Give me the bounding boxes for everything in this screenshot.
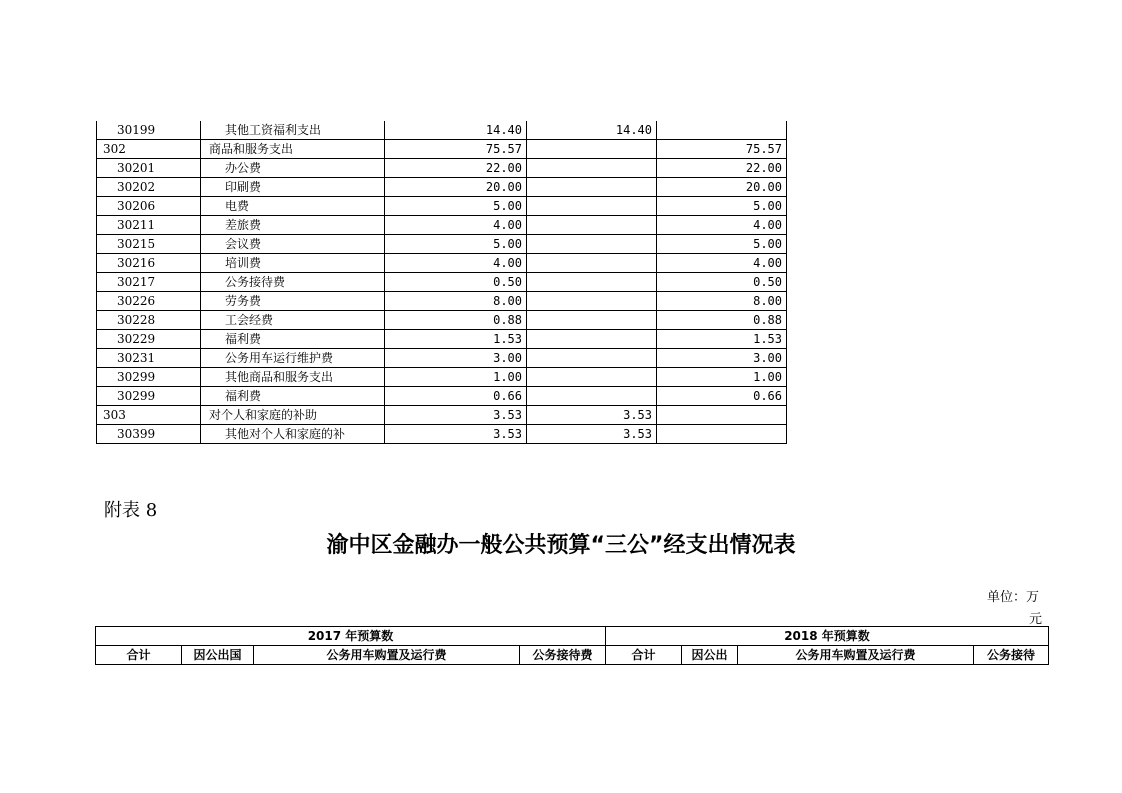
total-amount-cell: 22.00 bbox=[385, 159, 527, 178]
total-amount-cell: 3.00 bbox=[385, 349, 527, 368]
project-amount-cell: 8.00 bbox=[657, 292, 787, 311]
basic-amount-cell bbox=[527, 387, 657, 406]
three-public-expenses-table bbox=[95, 626, 1049, 665]
table-row bbox=[97, 216, 787, 235]
total-amount-cell: 20.00 bbox=[385, 178, 527, 197]
unit-label-cont: 元 bbox=[1029, 612, 1043, 627]
econ-code-cell: 303 bbox=[97, 406, 201, 425]
basic-amount-cell: 3.53 bbox=[527, 406, 657, 425]
econ-code-cell: 30226 bbox=[97, 292, 201, 311]
project-amount-cell: 75.57 bbox=[657, 140, 787, 159]
year-2018-header: 2018 年预算数 bbox=[606, 627, 1049, 646]
item-name-cell: 公务接待费 bbox=[201, 273, 385, 292]
project-amount-cell: 4.00 bbox=[657, 216, 787, 235]
total-amount-cell: 4.00 bbox=[385, 216, 527, 235]
basic-amount-cell bbox=[527, 311, 657, 330]
col-header-abroad-2017: 因公出国 bbox=[182, 646, 254, 665]
total-amount-cell: 75.57 bbox=[385, 140, 527, 159]
econ-code-cell: 30229 bbox=[97, 330, 201, 349]
year-header-row bbox=[96, 627, 1049, 646]
col-header-reception-2017: 公务接待费 bbox=[520, 646, 606, 665]
econ-code-cell: 30299 bbox=[97, 387, 201, 406]
total-amount-cell: 3.53 bbox=[385, 406, 527, 425]
appendix-label: 附表 8 bbox=[104, 500, 158, 521]
econ-code-cell: 30215 bbox=[97, 235, 201, 254]
table-row bbox=[97, 121, 787, 140]
total-amount-cell: 1.53 bbox=[385, 330, 527, 349]
econ-code-cell: 302 bbox=[97, 140, 201, 159]
table-row bbox=[97, 159, 787, 178]
item-name-cell: 办公费 bbox=[201, 159, 385, 178]
basic-amount-cell bbox=[527, 273, 657, 292]
item-name-cell: 福利费 bbox=[201, 330, 385, 349]
project-amount-cell: 0.66 bbox=[657, 387, 787, 406]
item-name-cell: 印刷费 bbox=[201, 178, 385, 197]
basic-amount-cell bbox=[527, 216, 657, 235]
basic-amount-cell: 14.40 bbox=[527, 121, 657, 140]
table-row bbox=[97, 292, 787, 311]
project-amount-cell: 0.88 bbox=[657, 311, 787, 330]
total-amount-cell: 5.00 bbox=[385, 197, 527, 216]
item-name-cell: 其他工资福利支出 bbox=[201, 121, 385, 140]
item-name-cell: 福利费 bbox=[201, 387, 385, 406]
project-amount-cell: 3.00 bbox=[657, 349, 787, 368]
item-name-cell: 差旅费 bbox=[201, 216, 385, 235]
total-amount-cell: 1.00 bbox=[385, 368, 527, 387]
page-title: 渝中区金融办一般公共预算“三公”经支出情况表 bbox=[326, 533, 796, 558]
item-name-cell: 其他对个人和家庭的补 bbox=[201, 425, 385, 444]
basic-amount-cell: 3.53 bbox=[527, 425, 657, 444]
econ-code-cell: 30299 bbox=[97, 368, 201, 387]
econ-code-cell: 30201 bbox=[97, 159, 201, 178]
col-header-total-2018: 合计 bbox=[606, 646, 682, 665]
total-amount-cell: 0.88 bbox=[385, 311, 527, 330]
table-row bbox=[97, 330, 787, 349]
basic-amount-cell bbox=[527, 178, 657, 197]
econ-code-cell: 30217 bbox=[97, 273, 201, 292]
econ-code-cell: 30199 bbox=[97, 121, 201, 140]
total-amount-cell: 5.00 bbox=[385, 235, 527, 254]
project-amount-cell: 22.00 bbox=[657, 159, 787, 178]
basic-amount-cell bbox=[527, 197, 657, 216]
item-name-cell: 其他商品和服务支出 bbox=[201, 368, 385, 387]
col-header-vehicle-2018: 公务用车购置及运行费 bbox=[738, 646, 974, 665]
column-header-row bbox=[96, 646, 1049, 665]
table-row bbox=[97, 273, 787, 292]
basic-amount-cell bbox=[527, 254, 657, 273]
total-amount-cell: 3.53 bbox=[385, 425, 527, 444]
project-amount-cell: 1.00 bbox=[657, 368, 787, 387]
expenditure-detail-table bbox=[96, 121, 787, 444]
col-header-reception-2018: 公务接待 bbox=[974, 646, 1049, 665]
col-header-vehicle-2017: 公务用车购置及运行费 bbox=[254, 646, 520, 665]
basic-amount-cell bbox=[527, 235, 657, 254]
col-header-total-2017: 合计 bbox=[96, 646, 182, 665]
project-amount-cell bbox=[657, 406, 787, 425]
project-amount-cell bbox=[657, 121, 787, 140]
item-name-cell: 劳务费 bbox=[201, 292, 385, 311]
project-amount-cell: 20.00 bbox=[657, 178, 787, 197]
item-name-cell: 商品和服务支出 bbox=[201, 140, 385, 159]
table-row bbox=[97, 425, 787, 444]
table-row bbox=[97, 178, 787, 197]
table-row bbox=[97, 311, 787, 330]
item-name-cell: 会议费 bbox=[201, 235, 385, 254]
year-2017-header: 2017 年预算数 bbox=[96, 627, 606, 646]
econ-code-cell: 30206 bbox=[97, 197, 201, 216]
basic-amount-cell bbox=[527, 140, 657, 159]
col-header-abroad-2018: 因公出 bbox=[682, 646, 738, 665]
table-row bbox=[97, 349, 787, 368]
basic-amount-cell bbox=[527, 292, 657, 311]
table-row bbox=[97, 140, 787, 159]
total-amount-cell: 14.40 bbox=[385, 121, 527, 140]
table-row bbox=[97, 254, 787, 273]
project-amount-cell: 5.00 bbox=[657, 235, 787, 254]
total-amount-cell: 0.50 bbox=[385, 273, 527, 292]
item-name-cell: 电费 bbox=[201, 197, 385, 216]
total-amount-cell: 0.66 bbox=[385, 387, 527, 406]
table-row bbox=[97, 387, 787, 406]
basic-amount-cell bbox=[527, 330, 657, 349]
total-amount-cell: 8.00 bbox=[385, 292, 527, 311]
project-amount-cell: 5.00 bbox=[657, 197, 787, 216]
project-amount-cell: 4.00 bbox=[657, 254, 787, 273]
table-row bbox=[97, 368, 787, 387]
basic-amount-cell bbox=[527, 349, 657, 368]
table-row bbox=[97, 406, 787, 425]
item-name-cell: 对个人和家庭的补助 bbox=[201, 406, 385, 425]
item-name-cell: 工会经费 bbox=[201, 311, 385, 330]
table-row bbox=[97, 197, 787, 216]
econ-code-cell: 30202 bbox=[97, 178, 201, 197]
project-amount-cell: 0.50 bbox=[657, 273, 787, 292]
project-amount-cell bbox=[657, 425, 787, 444]
econ-code-cell: 30399 bbox=[97, 425, 201, 444]
econ-code-cell: 30231 bbox=[97, 349, 201, 368]
econ-code-cell: 30211 bbox=[97, 216, 201, 235]
basic-amount-cell bbox=[527, 159, 657, 178]
econ-code-cell: 30216 bbox=[97, 254, 201, 273]
item-name-cell: 培训费 bbox=[201, 254, 385, 273]
total-amount-cell: 4.00 bbox=[385, 254, 527, 273]
project-amount-cell: 1.53 bbox=[657, 330, 787, 349]
econ-code-cell: 30228 bbox=[97, 311, 201, 330]
basic-amount-cell bbox=[527, 368, 657, 387]
unit-label: 单位：万 bbox=[987, 590, 1040, 605]
item-name-cell: 公务用车运行维护费 bbox=[201, 349, 385, 368]
table-row bbox=[97, 235, 787, 254]
